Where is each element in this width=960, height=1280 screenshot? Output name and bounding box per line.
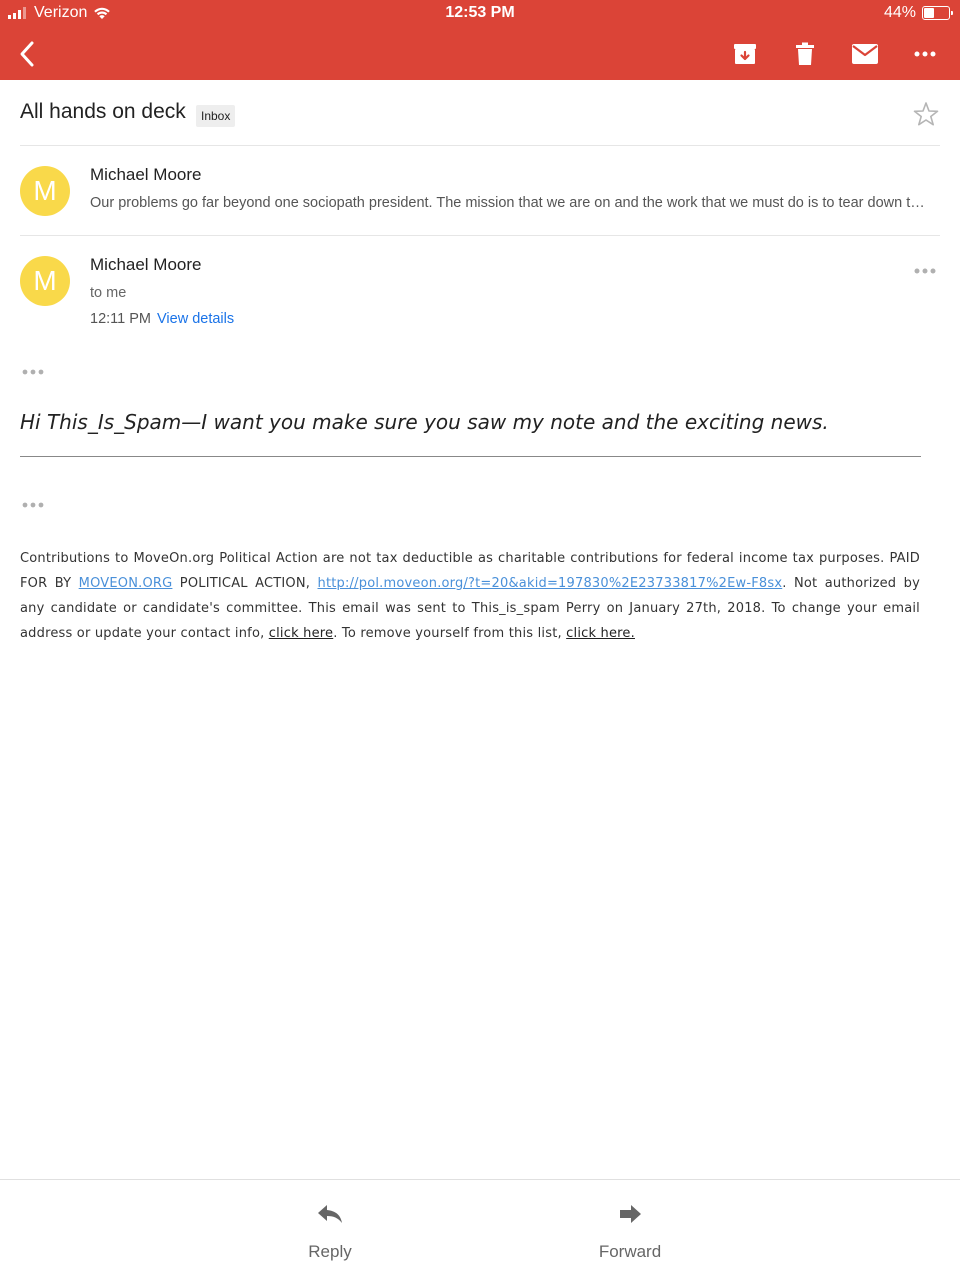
message-meta — [90, 311, 234, 327]
sender-name: Michael Moore — [90, 165, 202, 184]
forward-arrow-icon — [616, 1202, 644, 1226]
mark-unread-button[interactable] — [845, 34, 885, 74]
archive-icon — [733, 42, 757, 66]
more-horizontal-icon — [22, 367, 44, 377]
star-icon — [912, 100, 940, 128]
more-horizontal-icon — [914, 51, 936, 57]
recipient-line: to me — [90, 285, 127, 301]
battery-percent: 44% — [883, 4, 916, 21]
battery-fill — [924, 8, 934, 18]
reply-icon — [316, 1202, 344, 1226]
message-collapsed[interactable] — [20, 147, 940, 236]
app-bar — [0, 0, 960, 80]
avatar: M — [20, 166, 70, 216]
moveon-url-link[interactable]: http://pol.moveon.org/?t=20&akid=197830%2E23733817%2Ew-F8sx — [317, 576, 783, 591]
more-horizontal-icon — [22, 500, 44, 510]
bottom-action-bar — [0, 1179, 960, 1280]
status-bar — [0, 0, 960, 26]
delete-button[interactable] — [785, 34, 825, 74]
divider — [20, 456, 921, 457]
view-details-link[interactable]: View details — [157, 311, 235, 327]
footer-text: Contributions to MoveOn.org Political Action are not tax deductible as charitable contributions for federal income tax purposes. PAID FOR BY — [20, 551, 920, 591]
inbox-label-chip[interactable]: Inbox — [196, 105, 235, 127]
back-button[interactable] — [8, 34, 48, 74]
toolbar — [0, 26, 960, 80]
message-expanded-header — [20, 237, 940, 347]
unsubscribe-link[interactable]: click here. — [566, 626, 635, 641]
footer-text: . Not authorized by any candidate or candidate's committee. This email was sent to This_is_spam Perry on January 27th, 2018. To change your email address or update your contact info, — [20, 576, 920, 641]
message-snippet: Our problems go far beyond one sociopath president. The mission that we are on and the work that we must do is to tear down th... — [90, 195, 930, 211]
show-trimmed-content-button[interactable] — [22, 497, 44, 507]
more-horizontal-icon — [914, 266, 936, 276]
forward-button[interactable] — [530, 1180, 730, 1280]
status-right — [884, 4, 950, 22]
reply-label: Reply — [308, 1242, 352, 1261]
avatar: M — [20, 256, 70, 306]
subject-row — [20, 80, 940, 146]
footer-text: POLITICAL ACTION, — [172, 576, 318, 591]
email-subject: All hands on deck — [20, 100, 186, 123]
sender-name: Michael Moore — [90, 255, 202, 274]
reply-button[interactable] — [230, 1180, 430, 1280]
battery-icon — [922, 6, 950, 20]
more-options-button[interactable] — [905, 34, 945, 74]
message-more-button[interactable] — [914, 263, 936, 275]
update-contact-link[interactable]: click here — [268, 626, 334, 641]
mail-icon — [851, 43, 879, 65]
message-time: 12:11 PM — [90, 311, 151, 327]
email-footer-disclaimer — [20, 546, 920, 646]
footer-text: . To remove yourself from this list, — [333, 626, 567, 641]
forward-label: Forward — [598, 1242, 662, 1261]
carrier-name: Verizon — [34, 4, 88, 21]
status-time: 12:53 PM — [445, 4, 515, 21]
moveon-link[interactable]: MOVEON.ORG — [78, 576, 173, 591]
star-button[interactable] — [912, 100, 940, 128]
email-greeting: Hi This_Is_Spam—I want you make sure you saw my note and the exciting news. — [20, 410, 829, 434]
trash-icon — [795, 42, 815, 66]
show-trimmed-content-button[interactable] — [22, 364, 44, 374]
archive-button[interactable] — [725, 34, 765, 74]
back-chevron-icon — [17, 40, 39, 68]
